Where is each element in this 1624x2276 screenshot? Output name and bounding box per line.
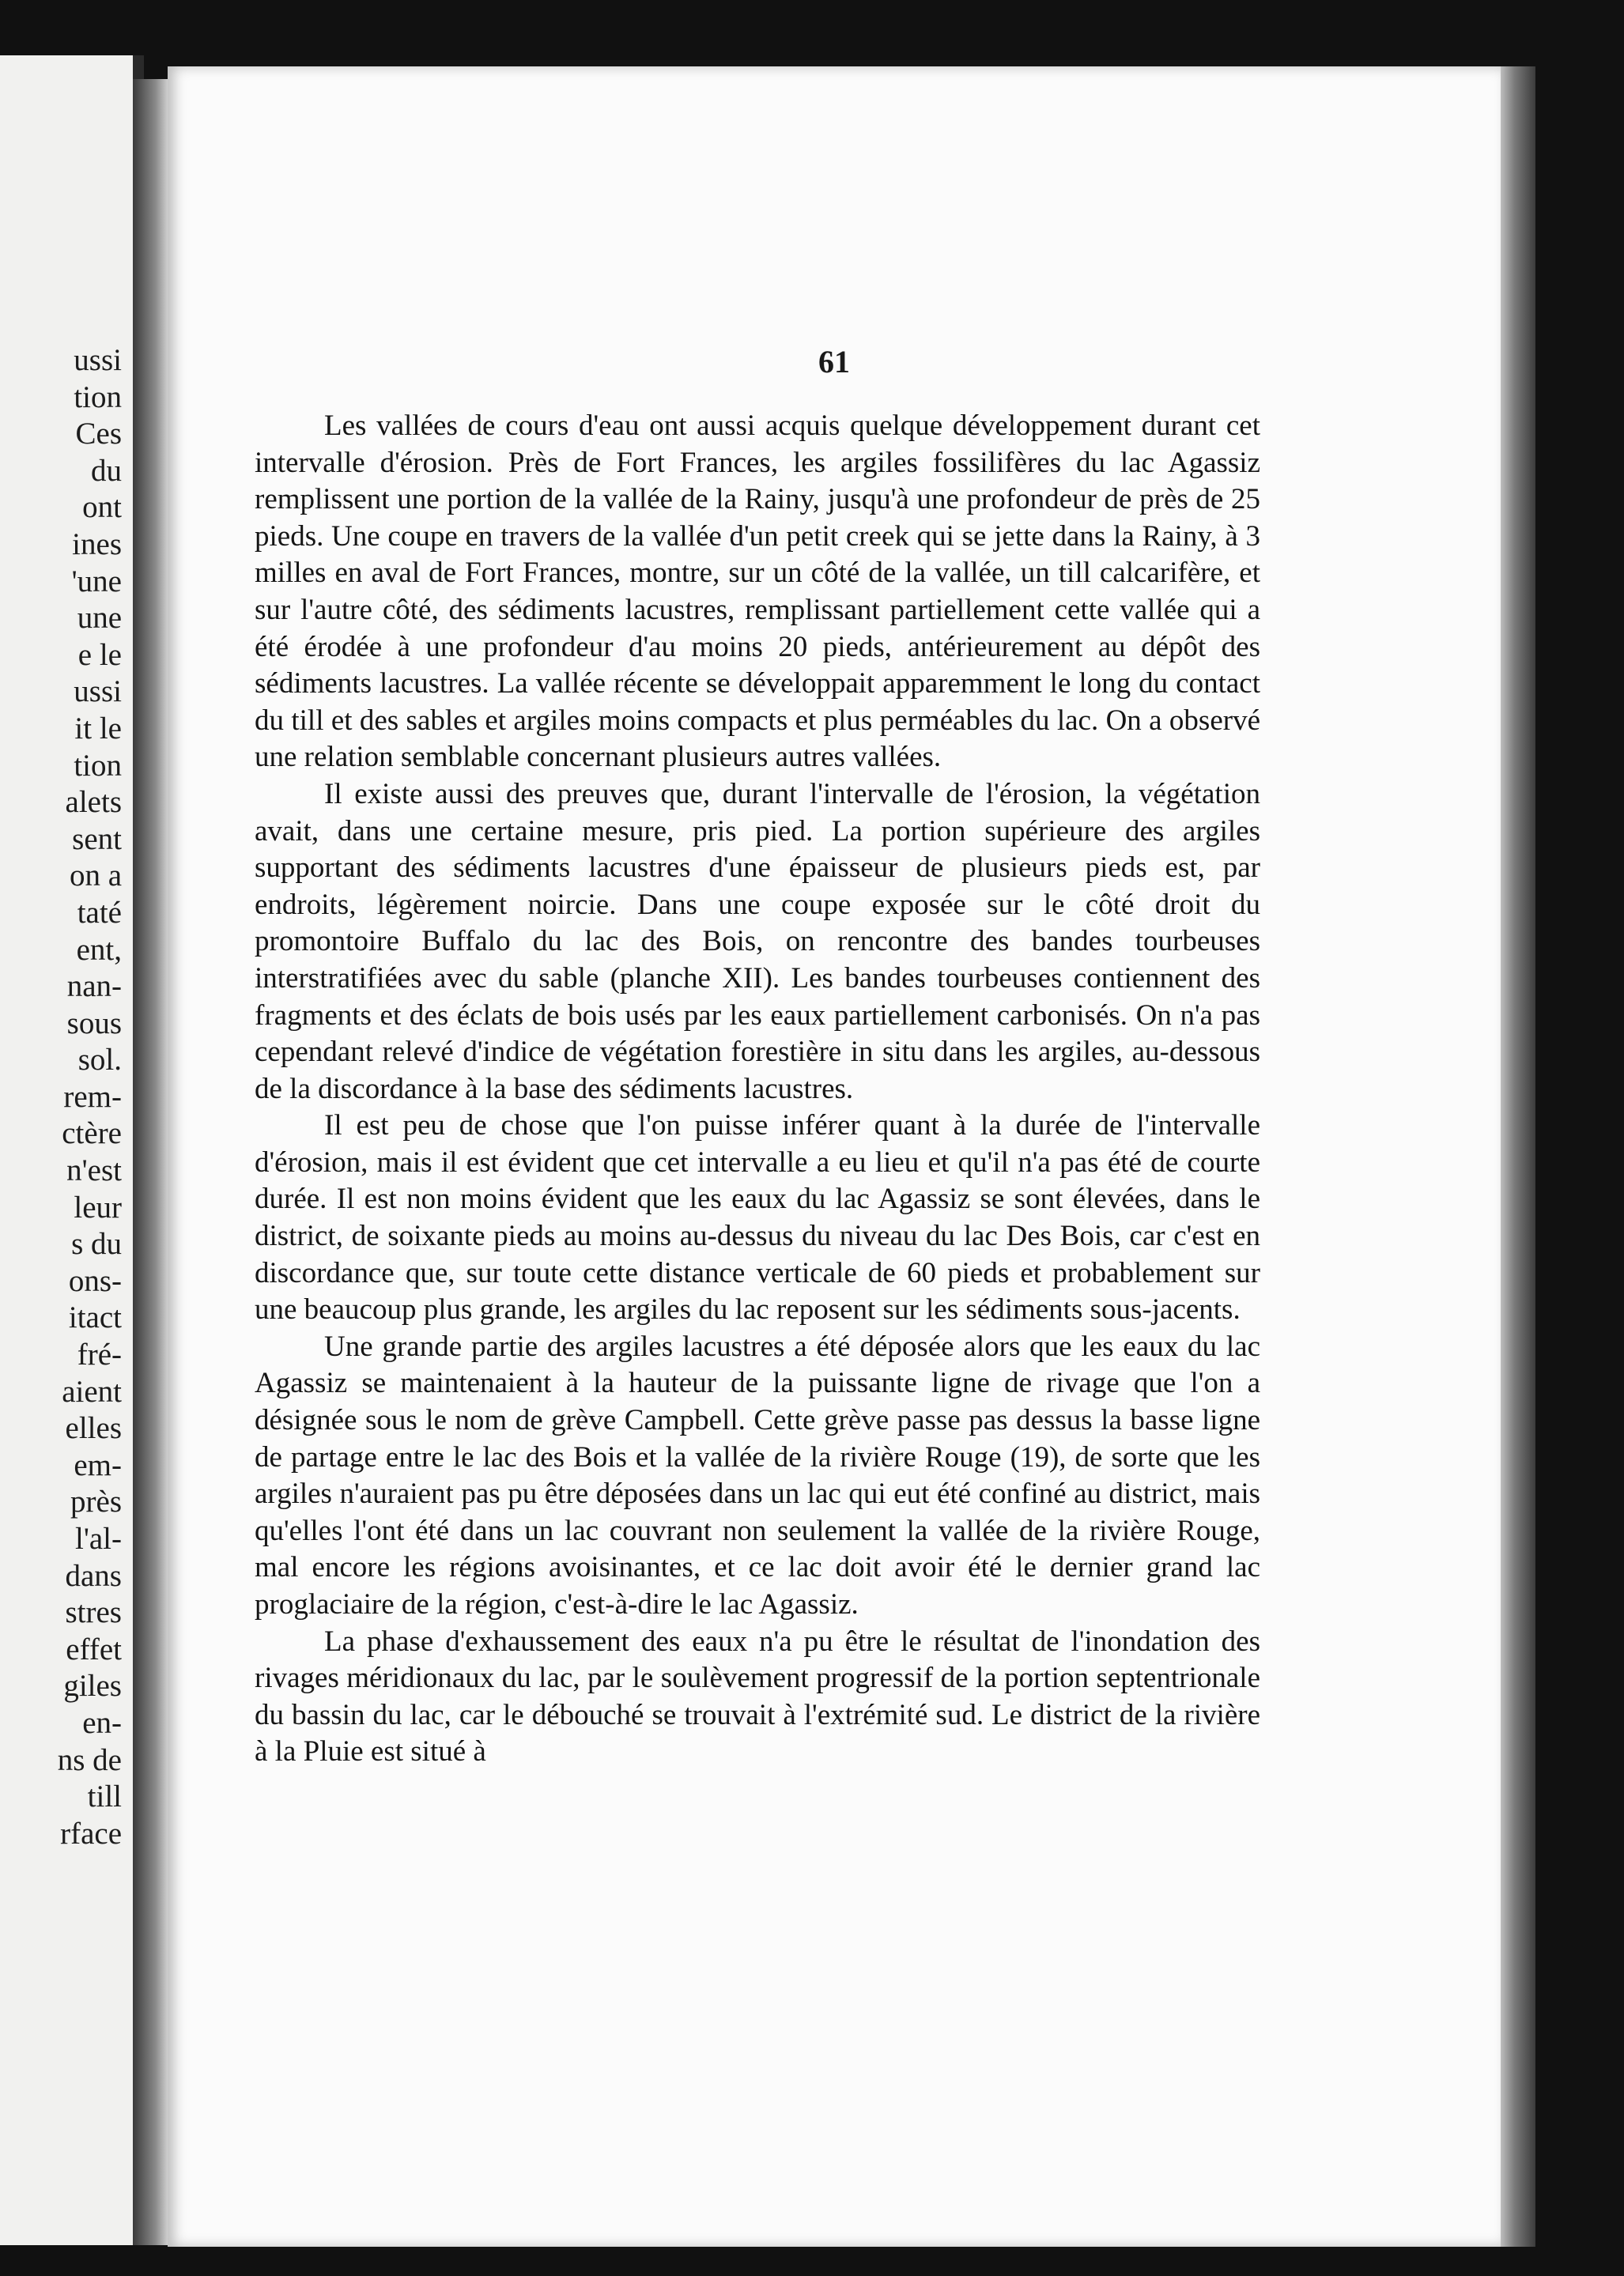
- left-fragment-line: alets: [65, 785, 122, 820]
- book-gutter-shadow: [133, 79, 171, 2245]
- left-fragment-line: du: [91, 453, 122, 488]
- left-fragment-line: 'une: [71, 564, 122, 598]
- left-fragment-line: sous: [66, 1006, 122, 1040]
- left-fragment-line: s du: [71, 1227, 122, 1262]
- paragraph: Il est peu de chose que l'on puisse inférer quant à la durée de l'intervalle d'érosion, mais il est évident que cet intervalle a eu lieu et qu'il n'a pas été de courte durée. Il est non moins évident que les eaux du lac Agassiz se sont élevées, dans le district, de soixante pieds au moins au-dessus du niveau du lac Des Bois, car c'est en discordance que, sur toute cette distance verticale de 60 pieds et probablement sur une beaucoup plus grande, les argiles du lac reposent sur les sédiments sous-jacents.: [255, 1109, 1260, 1327]
- left-fragment-line: em-: [74, 1448, 122, 1482]
- left-fragment-line: leur: [74, 1190, 122, 1225]
- left-fragment-line: nan-: [66, 969, 122, 1004]
- paragraph: Une grande partie des argiles lacustres a été déposée alors que les eaux du lac Agassiz se maintenaient à la hauteur de la puissante ligne de rivage que l'on a désignée sous le nom de grève Campbell. Cette grève passe pas dessus la basse ligne de partage entre le lac des Bois et la vallée de la rivière Rouge (19), de sorte que les argiles n'auraient pas pu être déposées dans un lac qui eut été confiné au district, mais qu'elles l'ont été dans un lac couvrant non seulement la vallée de la rivière Rouge, mal encore les régions avoisinantes, et ce lac doit avoir été le dernier grand lac proglaciaire de la région, c'est-à-dire le lac Agassiz.: [255, 1330, 1260, 1621]
- left-fragment-line: en-: [82, 1705, 122, 1740]
- left-fragment-line: ussi: [74, 343, 122, 377]
- left-fragment-line: sent: [72, 821, 122, 856]
- left-fragment-line: e le: [77, 637, 122, 672]
- left-fragment-line: it le: [74, 711, 122, 745]
- left-fragment-line: n'est: [66, 1153, 122, 1188]
- page-stack-edge: [1501, 66, 1535, 2247]
- left-page-text-fragments: [58, 342, 122, 1852]
- left-fragment-line: tion: [74, 379, 122, 414]
- main-page: [168, 66, 1501, 2247]
- left-fragment-line: ussi: [74, 674, 122, 709]
- left-fragment-line: ns de: [57, 1742, 122, 1777]
- left-fragment-line: près: [70, 1485, 122, 1519]
- left-fragment-line: on a: [69, 859, 122, 893]
- left-fragment-line: giles: [63, 1669, 122, 1704]
- left-fragment-line: ont: [82, 490, 122, 525]
- left-fragment-line: aient: [62, 1374, 122, 1409]
- left-fragment-line: rface: [60, 1816, 122, 1851]
- left-fragment-line: rem-: [63, 1079, 122, 1114]
- left-fragment-line: Ces: [75, 417, 122, 451]
- left-fragment-line: dans: [65, 1558, 122, 1593]
- paragraph: La phase d'exhaussement des eaux n'a pu être le résultat de l'inondation des rivages méridionaux du lac, par le soulèvement progressif de la portion septentrionale du bassin du lac, car le débouché se trouvait à l'extrémité sud. Le district de la rivière à la Pluie est situé à: [255, 1625, 1260, 1768]
- left-fragment-line: ons-: [68, 1263, 122, 1298]
- left-fragment-line: till: [87, 1780, 122, 1814]
- left-fragment-line: elles: [65, 1411, 122, 1446]
- left-fragment-line: une: [77, 601, 122, 636]
- page-body: [255, 408, 1260, 1771]
- left-fragment-line: sol.: [77, 1043, 122, 1078]
- left-fragment-line: ctère: [62, 1116, 122, 1151]
- left-fragment-line: taté: [77, 895, 122, 930]
- left-fragment-line: stres: [65, 1595, 122, 1630]
- left-fragment-line: fré-: [77, 1338, 122, 1372]
- paragraph: Les vallées de cours d'eau ont aussi acquis quelque développement durant cet intervalle d'érosion. Près de Fort Frances, les argiles fossilifères du lac Agassiz remplissent une portion de la vallée de la Rainy, jusqu'à une profondeur de près de 25 pieds. Une coupe en travers de la vallée d'un petit creek qui se jette dans la Rainy, à 3 milles en aval de Fort Frances, montre, sur un côté de la vallée, un till calcarifère, et sur l'autre côté, des sédiments lacustres, remplissant partiellement cette vallée qui a été érodée à une profondeur d'au moins 20 pieds, antérieurement au dépôt des sédiments lacustres. La vallée récente se développait apparemment le long du contact du till et des sables et argiles moins compacts et plus perméables du lac. On a observé une relation semblable concernant plusieurs autres vallées.: [255, 410, 1260, 774]
- left-facing-page: [0, 55, 144, 2245]
- left-fragment-line: itact: [68, 1300, 122, 1335]
- left-fragment-line: effet: [66, 1632, 122, 1666]
- left-fragment-line: l'al-: [75, 1522, 122, 1556]
- left-fragment-line: ines: [72, 527, 122, 561]
- paragraph: Il existe aussi des preuves que, durant l'intervalle de l'érosion, la végétation avait, dans une certaine mesure, pris pied. La portion supérieure des argiles supportant des sédiments lacustres d'une épaisseur de plusieurs pieds est, par endroits, légèrement noircie. Dans une coupe exposée sur le côté droit du promontoire Buffalo du lac des Bois, on rencontre des bandes tourbeuses interstratifiées avec du sable (planche XII). Les bandes tourbeuses contiennent des fragments et des éclats de bois usés par les eaux partiellement carbonisés. On n'a pas cependant relevé d'indice de végétation forestière in situ dans les argiles, au-dessous de la discordance à la base des sédiments lacustres.: [255, 777, 1260, 1105]
- left-fragment-line: tion: [74, 748, 122, 783]
- left-fragment-line: ent,: [76, 932, 122, 967]
- page-number: 61: [818, 344, 850, 379]
